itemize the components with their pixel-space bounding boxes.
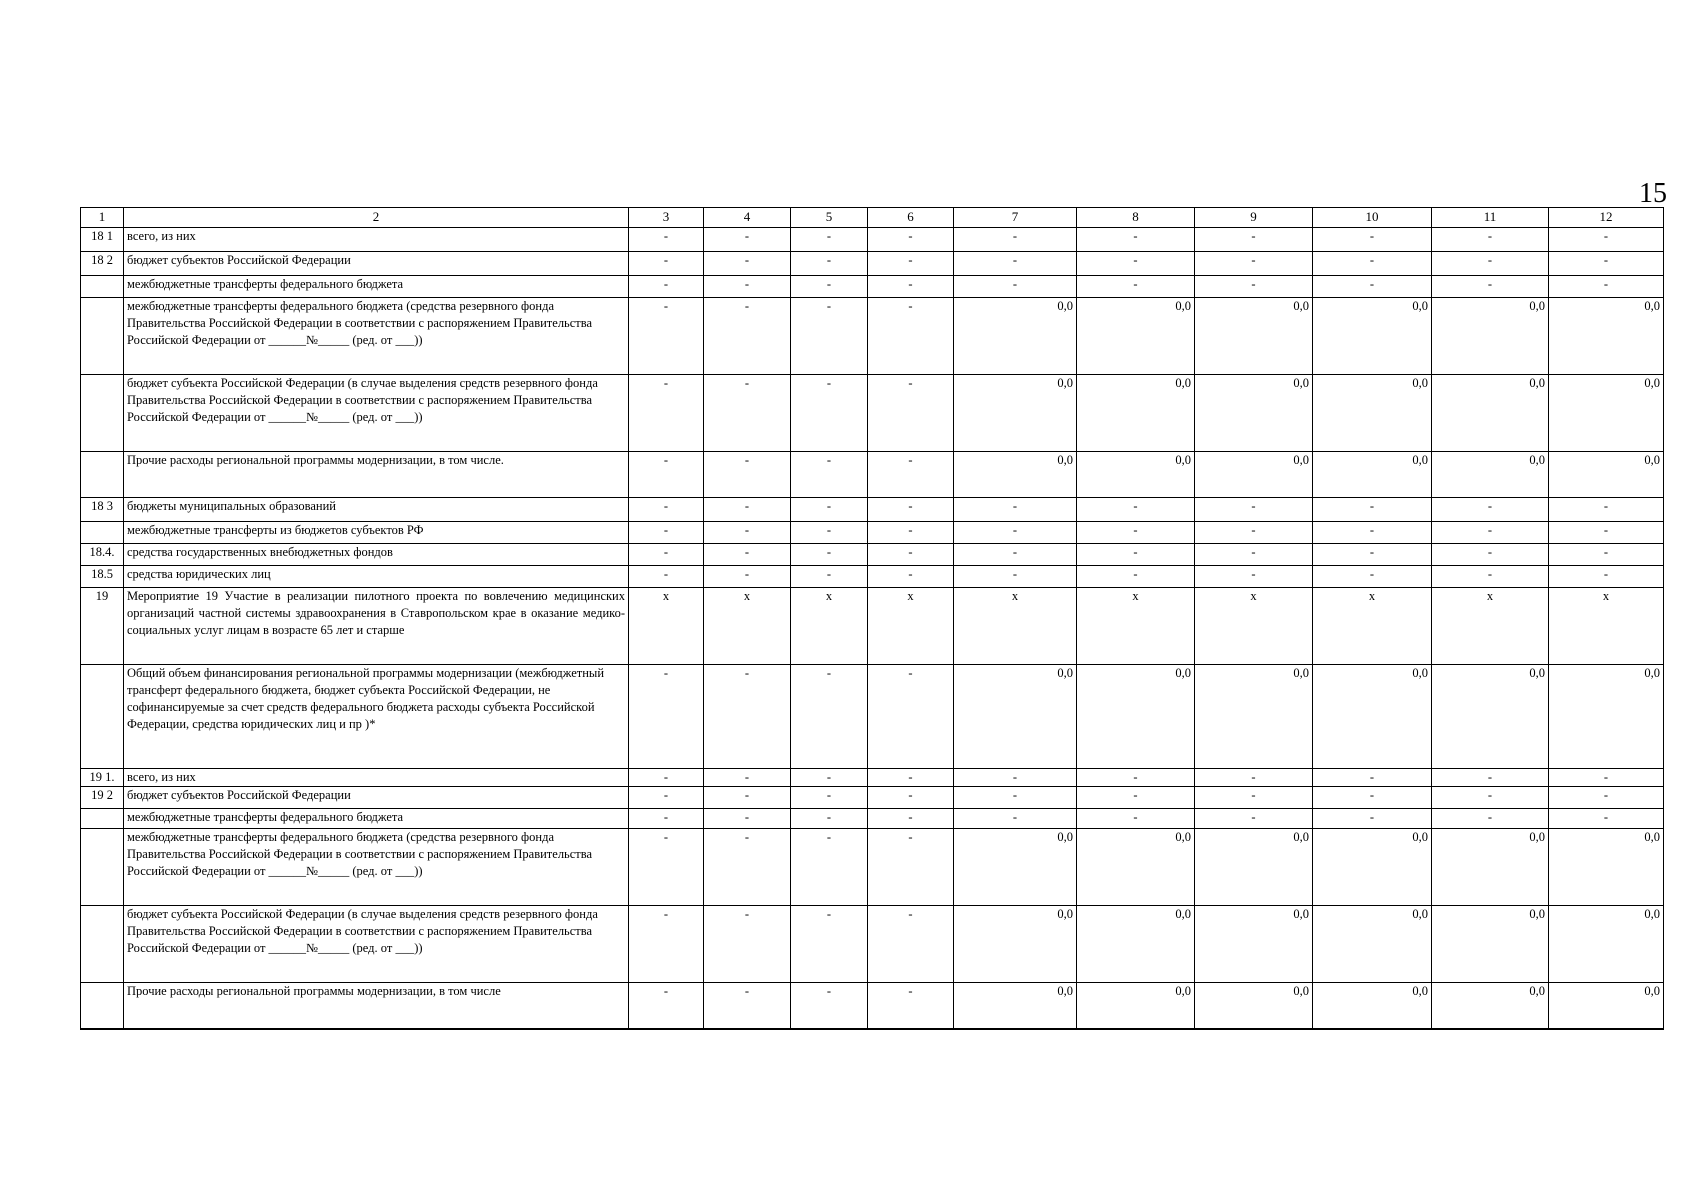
value-cell: - (868, 983, 954, 1029)
row-number (81, 452, 124, 498)
value-cell: - (629, 498, 704, 522)
value-cell: - (704, 276, 791, 298)
page-number: 15 (1639, 178, 1667, 209)
row-number (81, 298, 124, 375)
value-cell: - (791, 498, 868, 522)
row-label: бюджет субъектов Российской Федерации (124, 252, 629, 276)
row-label: межбюджетные трансферты федерального бюджета (средства резервного фонда Правительства Российской Федерации в соответствии с распоряжением Правительства Российской Федерации от ______№_____ (ред. от ___)) (124, 298, 629, 375)
value-cell: - (1432, 522, 1549, 544)
value-cell: - (954, 566, 1077, 588)
value-cell: - (1549, 252, 1664, 276)
row-label: Прочие расходы региональной программы модернизации, в том числе. (124, 452, 629, 498)
table-row (81, 665, 1664, 769)
value-cell: - (791, 829, 868, 906)
value-cell: х (1313, 588, 1432, 665)
value-cell: - (868, 498, 954, 522)
row-label: Прочие расходы региональной программы модернизации, в том числе (124, 983, 629, 1029)
value-cell: - (791, 769, 868, 787)
value-cell: 0,0 (1549, 298, 1664, 375)
value-cell: 0,0 (1549, 906, 1664, 983)
value-cell: - (629, 544, 704, 566)
value-cell: 0,0 (1313, 983, 1432, 1029)
value-cell: 0,0 (1077, 298, 1195, 375)
value-cell: 0,0 (1549, 983, 1664, 1029)
value-cell: - (1195, 544, 1313, 566)
value-cell: - (629, 787, 704, 809)
value-cell: 0,0 (954, 829, 1077, 906)
value-cell: 0,0 (1195, 906, 1313, 983)
value-cell: 0,0 (1313, 829, 1432, 906)
value-cell: 0,0 (1195, 829, 1313, 906)
table-row (81, 769, 1664, 787)
value-cell: - (868, 375, 954, 452)
value-cell: 0,0 (1432, 983, 1549, 1029)
column-header: 6 (868, 208, 954, 228)
value-cell: 0,0 (1077, 906, 1195, 983)
value-cell: 0,0 (1432, 298, 1549, 375)
row-number (81, 276, 124, 298)
value-cell: - (868, 452, 954, 498)
value-cell: - (1432, 252, 1549, 276)
value-cell: - (868, 522, 954, 544)
row-label: межбюджетные трансферты федерального бюджета (124, 276, 629, 298)
table-row (81, 498, 1664, 522)
row-number (81, 809, 124, 829)
value-cell: - (629, 252, 704, 276)
table-row (81, 228, 1664, 252)
value-cell: - (704, 787, 791, 809)
value-cell: х (1549, 588, 1664, 665)
value-cell: - (629, 566, 704, 588)
table-row (81, 906, 1664, 983)
value-cell: - (954, 544, 1077, 566)
column-header: 2 (124, 208, 629, 228)
value-cell: - (1195, 787, 1313, 809)
value-cell: - (1077, 252, 1195, 276)
column-header: 10 (1313, 208, 1432, 228)
row-label: бюджет субъекта Российской Федерации (в случае выделения средств резервного фонда Правительства Российской Федерации в соответствии с распоряжением Правительства Российской Федерации от ______№_____ (ред. от ___)) (124, 906, 629, 983)
row-label: межбюджетные трансферты федерального бюджета (124, 809, 629, 829)
value-cell: - (1195, 228, 1313, 252)
value-cell: - (791, 544, 868, 566)
value-cell: 0,0 (1195, 452, 1313, 498)
value-cell: - (1077, 809, 1195, 829)
value-cell: - (1313, 498, 1432, 522)
value-cell: - (1549, 787, 1664, 809)
value-cell: - (1077, 544, 1195, 566)
value-cell: - (704, 252, 791, 276)
value-cell: - (868, 787, 954, 809)
table-row (81, 452, 1664, 498)
value-cell: - (704, 298, 791, 375)
value-cell: х (954, 588, 1077, 665)
value-cell: - (629, 983, 704, 1029)
value-cell: - (629, 276, 704, 298)
value-cell: 0,0 (1549, 829, 1664, 906)
value-cell: - (704, 375, 791, 452)
value-cell: - (868, 298, 954, 375)
value-cell: 0,0 (1195, 375, 1313, 452)
value-cell: - (704, 769, 791, 787)
value-cell: - (629, 228, 704, 252)
value-cell: - (1195, 809, 1313, 829)
value-cell: - (1549, 544, 1664, 566)
value-cell: - (868, 906, 954, 983)
value-cell: - (1313, 252, 1432, 276)
value-cell: - (629, 375, 704, 452)
value-cell: 0,0 (1195, 298, 1313, 375)
value-cell: - (629, 298, 704, 375)
row-label: бюджет субъекта Российской Федерации (в случае выделения средств резервного фонда Правительства Российской Федерации в соответствии с распоряжением Правительства Российской Федерации от ______№_____ (ред. от ___)) (124, 375, 629, 452)
value-cell: 0,0 (954, 906, 1077, 983)
table-row (81, 252, 1664, 276)
column-header: 11 (1432, 208, 1549, 228)
row-label: Мероприятие 19 Участие в реализации пилотного проекта по вовлечению медицинских организаций частной системы здравоохранения в Ставропольском крае в оказание медико-социальных услуг лицам в возрасте 65 лет и старше (124, 588, 629, 665)
value-cell: - (954, 276, 1077, 298)
row-label: Общий объем финансирования региональной программы модернизации (межбюджетный трансферт федерального бюджета, бюджет субъекта Российской Федерации, не софинансируемые за счет средств федерального бюджета расходы субъекта Российской Федерации, средства юридических лиц и пр )* (124, 665, 629, 769)
row-number (81, 983, 124, 1029)
header-row (81, 208, 1664, 228)
row-label: всего, из них (124, 769, 629, 787)
table-body (81, 208, 1664, 1029)
value-cell: - (868, 566, 954, 588)
value-cell: 0,0 (1549, 665, 1664, 769)
value-cell: - (1195, 522, 1313, 544)
value-cell: - (791, 252, 868, 276)
value-cell: х (791, 588, 868, 665)
value-cell: 0,0 (1077, 829, 1195, 906)
value-cell: - (1549, 228, 1664, 252)
value-cell: - (791, 906, 868, 983)
table-row (81, 375, 1664, 452)
value-cell: 0,0 (1313, 665, 1432, 769)
value-cell: 0,0 (1313, 906, 1432, 983)
value-cell: 0,0 (1432, 375, 1549, 452)
row-number (81, 522, 124, 544)
row-number (81, 906, 124, 983)
row-number: 18.5 (81, 566, 124, 588)
value-cell: - (1077, 787, 1195, 809)
value-cell: 0,0 (954, 298, 1077, 375)
value-cell: 0,0 (1313, 452, 1432, 498)
row-number: 18 2 (81, 252, 124, 276)
value-cell: - (704, 983, 791, 1029)
value-cell: - (954, 787, 1077, 809)
value-cell: - (1313, 522, 1432, 544)
value-cell: - (868, 829, 954, 906)
column-header: 3 (629, 208, 704, 228)
value-cell: 0,0 (954, 665, 1077, 769)
value-cell: - (791, 298, 868, 375)
value-cell: - (1432, 566, 1549, 588)
column-header: 7 (954, 208, 1077, 228)
value-cell: - (1432, 809, 1549, 829)
value-cell: - (868, 809, 954, 829)
table-row (81, 829, 1664, 906)
value-cell: - (629, 522, 704, 544)
value-cell: 0,0 (954, 375, 1077, 452)
value-cell: - (629, 665, 704, 769)
table-row (81, 276, 1664, 298)
value-cell: - (1313, 787, 1432, 809)
value-cell: - (1077, 566, 1195, 588)
value-cell: - (1077, 522, 1195, 544)
value-cell: - (1432, 544, 1549, 566)
value-cell: - (1549, 276, 1664, 298)
column-header: 5 (791, 208, 868, 228)
value-cell: - (629, 829, 704, 906)
value-cell: 0,0 (1195, 665, 1313, 769)
value-cell: - (1195, 566, 1313, 588)
value-cell: - (791, 809, 868, 829)
value-cell: - (1432, 769, 1549, 787)
value-cell: - (704, 829, 791, 906)
value-cell: - (704, 566, 791, 588)
value-cell: - (954, 522, 1077, 544)
row-label: средства юридических лиц (124, 566, 629, 588)
value-cell: х (1432, 588, 1549, 665)
value-cell: - (954, 769, 1077, 787)
value-cell: - (704, 522, 791, 544)
value-cell: 0,0 (954, 983, 1077, 1029)
row-label: межбюджетные трансферты из бюджетов субъектов РФ (124, 522, 629, 544)
value-cell: - (791, 665, 868, 769)
table-row (81, 983, 1664, 1029)
value-cell: - (704, 809, 791, 829)
value-cell: - (1313, 566, 1432, 588)
value-cell: - (791, 566, 868, 588)
row-label: бюджет субъектов Российской Федерации (124, 787, 629, 809)
value-cell: - (704, 906, 791, 983)
value-cell: - (1549, 522, 1664, 544)
value-cell: - (1313, 769, 1432, 787)
value-cell: - (954, 252, 1077, 276)
value-cell: - (954, 228, 1077, 252)
value-cell: - (791, 522, 868, 544)
value-cell: - (1195, 276, 1313, 298)
row-number: 18.4. (81, 544, 124, 566)
value-cell: - (1432, 228, 1549, 252)
value-cell: - (704, 665, 791, 769)
value-cell: - (868, 544, 954, 566)
value-cell: 0,0 (1432, 829, 1549, 906)
row-number: 19 2 (81, 787, 124, 809)
value-cell: 0,0 (1549, 452, 1664, 498)
table-row (81, 566, 1664, 588)
value-cell: 0,0 (1313, 375, 1432, 452)
value-cell: - (629, 809, 704, 829)
financing-table (80, 207, 1664, 1030)
value-cell: 0,0 (1432, 452, 1549, 498)
value-cell: - (629, 452, 704, 498)
value-cell: - (1313, 228, 1432, 252)
value-cell: - (704, 498, 791, 522)
row-number (81, 375, 124, 452)
value-cell: 0,0 (1432, 665, 1549, 769)
value-cell: х (1195, 588, 1313, 665)
column-header: 12 (1549, 208, 1664, 228)
value-cell: - (868, 252, 954, 276)
value-cell: - (1549, 769, 1664, 787)
row-number (81, 829, 124, 906)
value-cell: - (1432, 498, 1549, 522)
value-cell: 0,0 (1077, 375, 1195, 452)
value-cell: 0,0 (1077, 665, 1195, 769)
value-cell: х (868, 588, 954, 665)
value-cell: - (1549, 809, 1664, 829)
value-cell: - (1077, 498, 1195, 522)
value-cell: - (791, 228, 868, 252)
value-cell: - (629, 769, 704, 787)
value-cell: - (1077, 276, 1195, 298)
row-number: 19 (81, 588, 124, 665)
value-cell: - (1432, 276, 1549, 298)
value-cell: - (868, 276, 954, 298)
value-cell: - (1549, 566, 1664, 588)
value-cell: - (1549, 498, 1664, 522)
value-cell: - (868, 769, 954, 787)
value-cell: 0,0 (954, 452, 1077, 498)
value-cell: - (629, 906, 704, 983)
row-number (81, 665, 124, 769)
column-header: 1 (81, 208, 124, 228)
value-cell: - (1195, 498, 1313, 522)
value-cell: - (1195, 769, 1313, 787)
value-cell: - (868, 665, 954, 769)
value-cell: - (954, 809, 1077, 829)
value-cell: - (791, 276, 868, 298)
value-cell: 0,0 (1077, 983, 1195, 1029)
value-cell: - (868, 228, 954, 252)
value-cell: х (629, 588, 704, 665)
value-cell: - (791, 787, 868, 809)
value-cell: 0,0 (1195, 983, 1313, 1029)
value-cell: - (791, 452, 868, 498)
table-row (81, 544, 1664, 566)
table-row (81, 298, 1664, 375)
row-label: межбюджетные трансферты федерального бюджета (средства резервного фонда Правительства Российской Федерации в соответствии с распоряжением Правительства Российской Федерации от ______№_____ (ред. от ___)) (124, 829, 629, 906)
value-cell: - (1313, 544, 1432, 566)
value-cell: - (1432, 787, 1549, 809)
table-row (81, 787, 1664, 809)
table-row (81, 809, 1664, 829)
value-cell: 0,0 (1549, 375, 1664, 452)
value-cell: 0,0 (1077, 452, 1195, 498)
column-header: 4 (704, 208, 791, 228)
row-number: 18 3 (81, 498, 124, 522)
value-cell: - (791, 983, 868, 1029)
value-cell: - (1313, 276, 1432, 298)
row-number: 18 1 (81, 228, 124, 252)
value-cell: - (704, 228, 791, 252)
value-cell: 0,0 (1432, 906, 1549, 983)
value-cell: - (704, 544, 791, 566)
value-cell: - (1313, 809, 1432, 829)
column-header: 8 (1077, 208, 1195, 228)
value-cell: - (1077, 769, 1195, 787)
row-label: бюджеты муниципальных образований (124, 498, 629, 522)
value-cell: х (704, 588, 791, 665)
value-cell: х (1077, 588, 1195, 665)
row-number: 19 1. (81, 769, 124, 787)
value-cell: - (1077, 228, 1195, 252)
value-cell: - (1195, 252, 1313, 276)
value-cell: - (791, 375, 868, 452)
table-row (81, 588, 1664, 665)
value-cell: - (954, 498, 1077, 522)
row-label: средства государственных внебюджетных фондов (124, 544, 629, 566)
column-header: 9 (1195, 208, 1313, 228)
table-row (81, 522, 1664, 544)
value-cell: 0,0 (1313, 298, 1432, 375)
value-cell: - (704, 452, 791, 498)
row-label: всего, из них (124, 228, 629, 252)
